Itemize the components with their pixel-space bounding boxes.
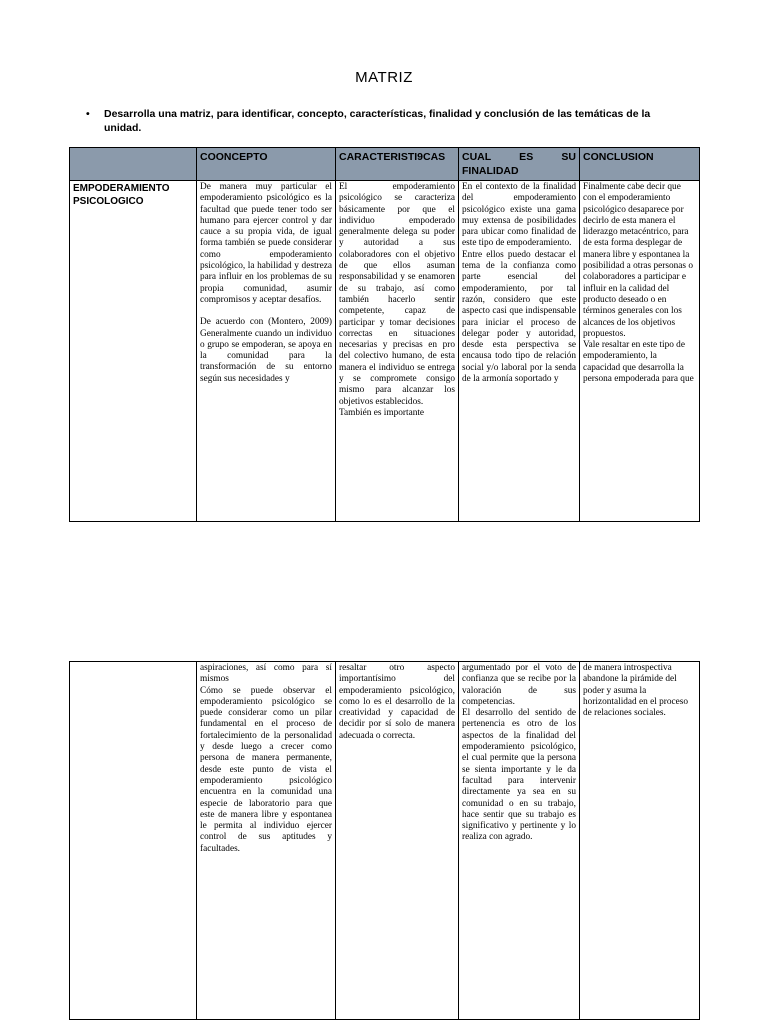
table-row	[70, 181, 700, 522]
cell-caracteristicas	[336, 181, 459, 522]
header-finalidad: CUAL ES SU FINALIDAD	[459, 148, 580, 181]
cell-concepto	[197, 662, 336, 1020]
cell-conclusion	[580, 181, 700, 522]
table-row	[70, 662, 700, 1020]
paragraph: resaltar otro aspecto importantísimo del empoderamiento psicológico, como lo es el desarrollo de la creatividad y capacidad de decidir por sí solo de manera adecuada o correcta.	[339, 663, 455, 741]
matrix-table-page-2	[69, 661, 700, 1020]
paragraph: aspiraciones, así como para sí mismos	[200, 663, 332, 685]
cell-conclusion	[580, 662, 700, 1020]
paragraph: Entre ellos puedo destacar el tema de la confianza como parte esencial del empoderamiento, por tal razón, considero que este aspecto casi que indispensable para iniciar el proceso de delegar poder y autoridad, desde esta perspectiva se encausa todo tipo de relación social y/o laboral por la senda de la armonía soportado y	[462, 249, 576, 385]
header-conclusion: CONCLUSION	[580, 148, 700, 181]
row-label-empty	[70, 662, 197, 1020]
bullet-icon: •	[86, 108, 90, 120]
paragraph: Finalmente cabe decir que con el empoderamiento psicológico desaparece por decirlo de esta manera el liderazgo metacéntrico, para de esta forma desplegar de manera libre y espontanea la posibilidad a otras personas o colaboradores a participar e influir en la calidad del producto deseado o en términos generales con los alcances de los objetivos propuestos.	[583, 182, 693, 339]
paragraph: También es importante	[339, 407, 425, 418]
paragraph: En el contexto de la finalidad del empoderamiento psicológico existe una gama muy extensa de posibilidades para ubicar como finalidad de este tipo de empoderamiento.	[462, 182, 576, 249]
header-concepto: COONCEPTO	[197, 148, 336, 181]
paragraph: de manera introspectiva abandone la pirámide del poder y asuma la horizontalidad en el proceso de relaciones sociales.	[583, 663, 689, 719]
cell-concepto	[197, 181, 336, 522]
paragraph: De manera muy particular el empoderamiento psicológico es la facultad que puede tener todo ser humano para ejercer control y dar cauce a su propia vida, de igual forma también se puede considerar como empoderamiento psicológico, la habilidad y destreza para influir en los problemas de su propia comunidad, asumir compromisos y aceptar desafíos.	[200, 182, 332, 305]
paragraph: El desarrollo del sentido de pertenencia es otro de los aspectos de la finalidad del empoderamiento psicológico, el cual permite que la persona se sienta importante y le da facultad para intervenir directamente ya sea en su comunidad o en su trabajo, hace sentir que su trabajo es significativo y pertinente y lo realiza con agrado.	[462, 708, 576, 843]
matrix-table-page-1	[69, 147, 700, 522]
page-title: MATRIZ	[355, 69, 413, 86]
cell-caracteristicas	[336, 662, 459, 1020]
cell-finalidad	[459, 662, 580, 1020]
paragraph: Cómo se puede observar el empoderamiento psicológico se puede considerar como un pilar fundamental en el proceso de fortalecimiento de la personalidad y desde luego a crecer como persona de manera permanente, desde este punto de vista el empoderamiento psicológico encuentra en la comunidad una especie de laboratorio para que este de manera libre y espontanea le permita al individuo ejercer control de sus aptitudes y facultades.	[200, 685, 332, 854]
paragraph: argumentado por el voto de confianza que se recibe por la valoración de sus competencias.	[462, 663, 576, 707]
row-label: EMPODERAMIENTO PSICOLOGICO	[70, 181, 197, 522]
paragraph: De acuerdo con (Montero, 2009) Generalmente cuando un individuo o grupo se empoderan, se apoya en la comunidad para la transformación de su entorno según sus necesidades y	[200, 317, 332, 384]
instruction-text: Desarrolla una matriz, para identificar, concepto, características, finalidad y conclusión de las temáticas de la unidad.	[104, 108, 651, 134]
paragraph: Vale resaltar en este tipo de empoderamiento, la capacidad que desarrolla la persona empoderada para que	[583, 340, 694, 385]
header-caracteristicas: CARACTERISTI9CAS	[336, 148, 459, 181]
cell-finalidad	[459, 181, 580, 522]
header-empty	[70, 148, 197, 181]
table-header-row	[70, 148, 700, 181]
paragraph: El empoderamiento psicológico se caracteriza básicamente por que el individuo empoderado generalmente delega su poder y autoridad a sus colaboradores con el objetivo de que ellos asuman responsabilidad y se enamoren de su trabajo, así como también hacerlo sentir competente, capaz de participar y tomar decisiones correctas en situaciones necesarias y precisas en pro del colectivo humano, de esta manera el individuo se entrega y se compromete consigo mismo para alcanzar los objetivos establecidos.	[339, 182, 455, 407]
instruction	[86, 107, 686, 135]
